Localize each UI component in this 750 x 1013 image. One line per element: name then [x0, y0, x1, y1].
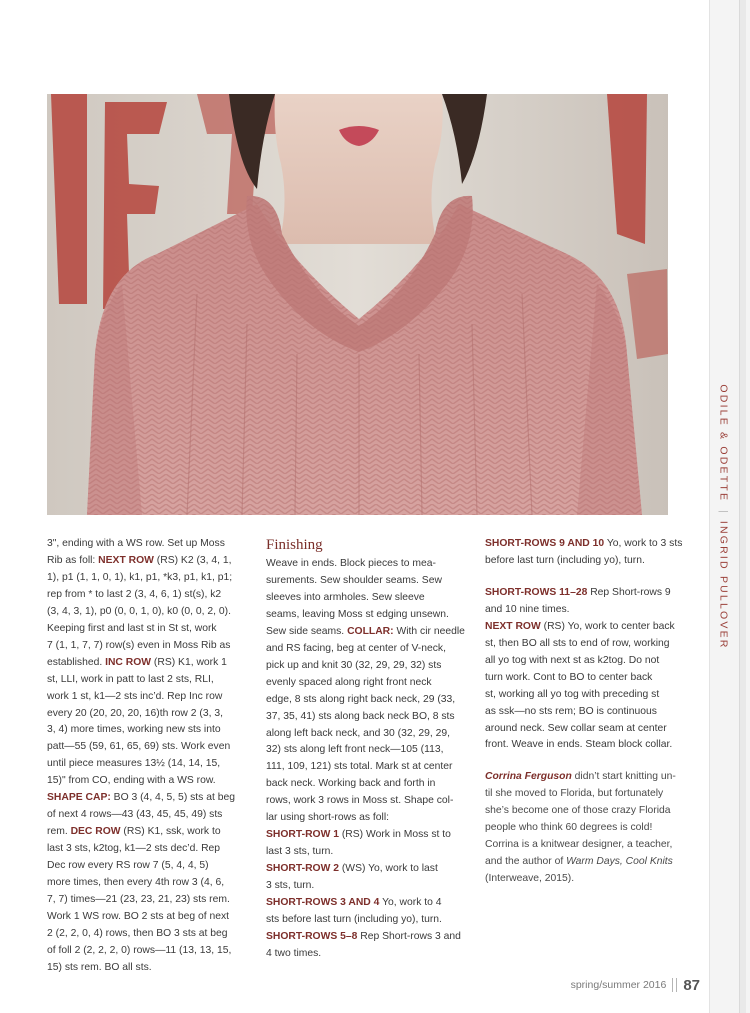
- side-tab: [709, 372, 739, 662]
- bio-line: [485, 803, 695, 820]
- text-run: st, then BO all sts to end of row, working: [485, 637, 670, 649]
- column3-line: [485, 636, 695, 653]
- text-run: til she moved to Florida, but fortunately: [485, 788, 664, 800]
- row-keyword: SHORT-ROWS 9 AND 10: [485, 538, 605, 549]
- text-run: Yo, work to 4: [379, 897, 442, 909]
- column1-line: [47, 570, 255, 587]
- text-run: With cir needle: [393, 625, 465, 637]
- column1-line: [47, 875, 255, 892]
- bio-line: [485, 837, 695, 854]
- row-keyword: DEC ROW: [70, 826, 121, 838]
- column1-line: [47, 824, 255, 841]
- text-run: rem.: [47, 826, 71, 838]
- text-run: edge, 8 sts along right back neck, 29 (33,: [266, 693, 456, 705]
- text-run: rep from * to last 2 (3, 4, 6, 1) st(s), k2: [47, 588, 222, 600]
- column2-line: [266, 861, 476, 878]
- column1-line: [47, 926, 255, 943]
- text-run: evenly spaced along right front neck: [266, 676, 432, 688]
- column3-line: [485, 704, 695, 721]
- column1-line: [47, 773, 255, 790]
- page-number: 87: [683, 976, 700, 994]
- text-run: (RS) K1, ssk, work to: [120, 826, 221, 838]
- text-run: Dec row every RS row 7 (5, 4, 4, 5): [47, 860, 209, 872]
- column1-line: [47, 756, 255, 773]
- text-run: BO 3 (4, 4, 5, 5) sts at beg: [110, 792, 235, 804]
- column3-line: [485, 721, 695, 738]
- column1-line: [47, 638, 255, 655]
- text-run: seams, leaving Moss st edging unsewn.: [266, 608, 449, 620]
- column2-line: [266, 946, 476, 963]
- text-run: along left back neck, and 30 (32, 29, 29,: [266, 727, 451, 739]
- footer-separator: [672, 978, 677, 992]
- text-run: she’s become one of those crazy Florida: [485, 805, 671, 817]
- text-run: front. Weave in ends. Steam block collar.: [485, 739, 673, 751]
- issue-label: spring/summer 2016: [570, 979, 667, 991]
- text-run: (RS) Work in Moss st to: [338, 829, 451, 841]
- text-run: sts before last turn (including yo), turn.: [266, 914, 442, 926]
- bio-line: [485, 854, 695, 871]
- column2-line: [266, 810, 476, 827]
- column1-line: [47, 621, 255, 638]
- text-run: (WS) Yo, work to last: [338, 863, 438, 875]
- column1-line: [47, 536, 255, 553]
- bio-line: [485, 769, 695, 786]
- text-run: last 3 sts, turn.: [266, 846, 334, 858]
- column2-line: [266, 709, 476, 726]
- column1-line: [47, 553, 255, 570]
- text-run: last 3 sts, k2tog, k1—2 sts dec’d. Rep: [47, 843, 221, 855]
- text-run: rows, work 3 rows in Moss st. Shape col-: [266, 795, 454, 807]
- text-run: 15) sts rem. BO all sts.: [47, 961, 152, 973]
- column1-line: [47, 587, 255, 604]
- text-run: patt—55 (59, 61, 65, 69) sts. Work even: [47, 741, 231, 753]
- row-keyword: SHAPE CAP:: [47, 792, 111, 804]
- page-footer: [540, 977, 700, 993]
- column2-line: [266, 912, 476, 929]
- text-run: (Interweave, 2015).: [485, 873, 575, 885]
- column2-line: [266, 929, 476, 946]
- column2-line: [266, 692, 476, 709]
- text-run: back neck. Working back and forth in: [266, 778, 436, 790]
- text-run: Corrina is a knitwear designer, a teacher,: [485, 839, 673, 851]
- column1-line: [47, 739, 255, 756]
- column2-line: [266, 624, 476, 641]
- book-title: Warm Days, Cool Knits: [566, 856, 673, 868]
- column2-line: [266, 827, 476, 844]
- column2-line: [266, 793, 476, 810]
- row-keyword: SHORT-ROWS 11–28: [485, 586, 588, 598]
- text-run: st, working all yo tog with preceding st: [485, 688, 660, 700]
- text-run: st, LLI, work in patt to last 2 sts, RLI,: [47, 673, 214, 685]
- column1-line: [47, 943, 255, 960]
- column2-line: [266, 878, 476, 895]
- column1-line: [47, 706, 255, 723]
- column1-line: [47, 892, 255, 909]
- column3-line: [485, 619, 695, 636]
- side-tab-section: ODILE & ODETTE: [718, 384, 731, 503]
- text-run: 3 sts, turn.: [266, 880, 315, 892]
- text-run: sleeves into armholes. Sew sleeve: [266, 591, 425, 603]
- column1-line: [47, 841, 255, 858]
- bio-line: [485, 786, 695, 803]
- text-run: 2 (2, 2, 0, 4) rows, then BO 3 sts at beg: [47, 927, 228, 939]
- finishing-heading: Finishing: [266, 537, 323, 553]
- column3-line: [485, 602, 695, 619]
- text-run: (RS) Yo, work to center back: [540, 620, 675, 632]
- column1-line: [47, 604, 255, 621]
- row-keyword: SHORT-ROWS 5–8: [266, 930, 358, 942]
- text-run: (3, 4, 3, 1), p0 (0, 0, 1, 0), k0 (0, 0, 2, 0).: [47, 605, 231, 617]
- column3-line: [485, 670, 695, 687]
- text-run: every 20 (20, 20, 20, 16)th row 2 (3, 3,: [47, 707, 223, 719]
- text-run: 32) sts along left front neck—105 (113,: [266, 744, 444, 756]
- text-run: and 10 nine times.: [485, 603, 570, 615]
- designer-name: Corrina Ferguson: [485, 771, 572, 783]
- text-run: of foll 2 (2, 2, 2, 0) rows—11 (13, 13, 15,: [47, 944, 232, 956]
- column1-line: [47, 672, 255, 689]
- column2-line: [266, 895, 476, 912]
- text-run: all yo tog with next st as k2tog. Do not: [485, 654, 660, 666]
- text-run: Weave in ends. Block pieces to mea-: [266, 558, 436, 569]
- side-tab-pattern: INGRID PULLOVER: [718, 520, 731, 650]
- text-run: lar using short-rows as foll:: [266, 812, 390, 824]
- text-run: 3", ending with a WS row. Set up Moss: [47, 538, 225, 549]
- row-keyword: SHORT-ROW 1: [266, 829, 339, 841]
- instructions-column-2: [266, 537, 476, 963]
- text-run: Rib as foll:: [47, 554, 99, 566]
- row-keyword: SHORT-ROW 2: [266, 863, 339, 875]
- column2-line: [266, 844, 476, 861]
- column1-line: [47, 655, 255, 672]
- text-run: surements. Sew shoulder seams. Sew: [266, 574, 442, 586]
- text-run: 4 two times.: [266, 947, 322, 959]
- column1-line: [47, 960, 255, 977]
- row-keyword: NEXT ROW: [98, 554, 154, 566]
- row-keyword: SHORT-ROWS 3 AND 4: [266, 897, 380, 909]
- column2-line: [266, 658, 476, 675]
- row-keyword: INC ROW: [105, 656, 152, 668]
- text-run: turn work. Cont to BO to center back: [485, 671, 653, 683]
- text-run: people who think 60 degrees is cold!: [485, 822, 653, 834]
- text-run: pick up and knit 30 (32, 29, 29, 32) sts: [266, 659, 442, 671]
- column3-line: [485, 737, 695, 754]
- text-run: Keeping first and last st in St st, work: [47, 622, 217, 634]
- column1-line: [47, 909, 255, 926]
- text-run: 1), p1 (1, 1, 0, 1), k1, p1, *k3, p1, k1, p1;: [47, 571, 233, 583]
- column3-line: [485, 687, 695, 704]
- text-run: 111, 109, 121) sts total. Mark st at center: [266, 761, 453, 773]
- text-run: Rep Short-rows 9: [587, 586, 671, 598]
- text-run: Work 1 WS row. BO 2 sts at beg of next: [47, 910, 230, 922]
- column1-line: [47, 858, 255, 875]
- text-run: 15)" from CO, ending with a WS row.: [47, 775, 216, 787]
- column2-line: [266, 556, 476, 573]
- column2-line: [266, 590, 476, 607]
- text-run: (RS) K2 (3, 4, 1,: [153, 554, 232, 566]
- column2-line: [266, 641, 476, 658]
- column3-line: [485, 553, 695, 570]
- column2-line: [266, 726, 476, 743]
- column2-line: [266, 675, 476, 692]
- text-run: Yo, work to 3 sts: [604, 538, 683, 549]
- text-run: and RS facing, beg at center of V-neck,: [266, 642, 446, 654]
- text-run: around neck. Sew collar seam at center: [485, 722, 667, 734]
- text-run: work 1 st, k1—2 sts inc’d. Rep Inc row: [47, 690, 223, 702]
- text-run: of next 4 rows—43 (43, 45, 45, 49) sts: [47, 809, 223, 821]
- bio-line: [485, 820, 695, 837]
- text-run: 7 (1, 1, 7, 7) row(s) even in Moss Rib as: [47, 639, 231, 651]
- text-run: Sew side seams.: [266, 625, 348, 637]
- column3-line: [485, 585, 695, 602]
- column2-line: [266, 742, 476, 759]
- text-run: established.: [47, 656, 106, 668]
- column2-line: [266, 776, 476, 793]
- column1-line: [47, 722, 255, 739]
- side-tab-separator: |: [718, 510, 731, 513]
- text-run: 37, 35, 41) sts along back neck BO, 8 sts: [266, 710, 455, 722]
- text-run: 3, 4) more times, working new sts into: [47, 724, 221, 736]
- column3-line: [485, 536, 695, 553]
- column1-line: [47, 807, 255, 824]
- row-keyword: COLLAR:: [347, 625, 394, 637]
- column3-line: [485, 653, 695, 670]
- column2-line: [266, 759, 476, 776]
- bio-line: [485, 871, 695, 888]
- text-run: until piece measures 13½ (14, 14, 15,: [47, 758, 221, 770]
- column2-line: [266, 573, 476, 590]
- sweater-photo: [47, 94, 668, 515]
- column1-line: [47, 790, 255, 807]
- row-keyword: NEXT ROW: [485, 620, 541, 632]
- instructions-column-3: [485, 536, 695, 888]
- text-run: more times, then every 4th row 3 (4, 6,: [47, 877, 225, 889]
- text-run: 7, 7) times—21 (23, 23, 21, 23) sts rem.: [47, 894, 230, 906]
- text-run: Rep Short-rows 3 and: [357, 930, 461, 942]
- instructions-column-1: [47, 536, 255, 977]
- text-run: as ssk—no sts rem; BO is continuous: [485, 705, 657, 717]
- text-run: and the author of: [485, 856, 567, 868]
- column2-line: [266, 607, 476, 624]
- column1-line: [47, 689, 255, 706]
- designer-bio: [485, 769, 695, 888]
- text-run: didn’t start knitting un-: [571, 771, 676, 783]
- text-run: (RS) K1, work 1: [151, 656, 227, 668]
- text-run: before last turn (including yo), turn.: [485, 554, 645, 566]
